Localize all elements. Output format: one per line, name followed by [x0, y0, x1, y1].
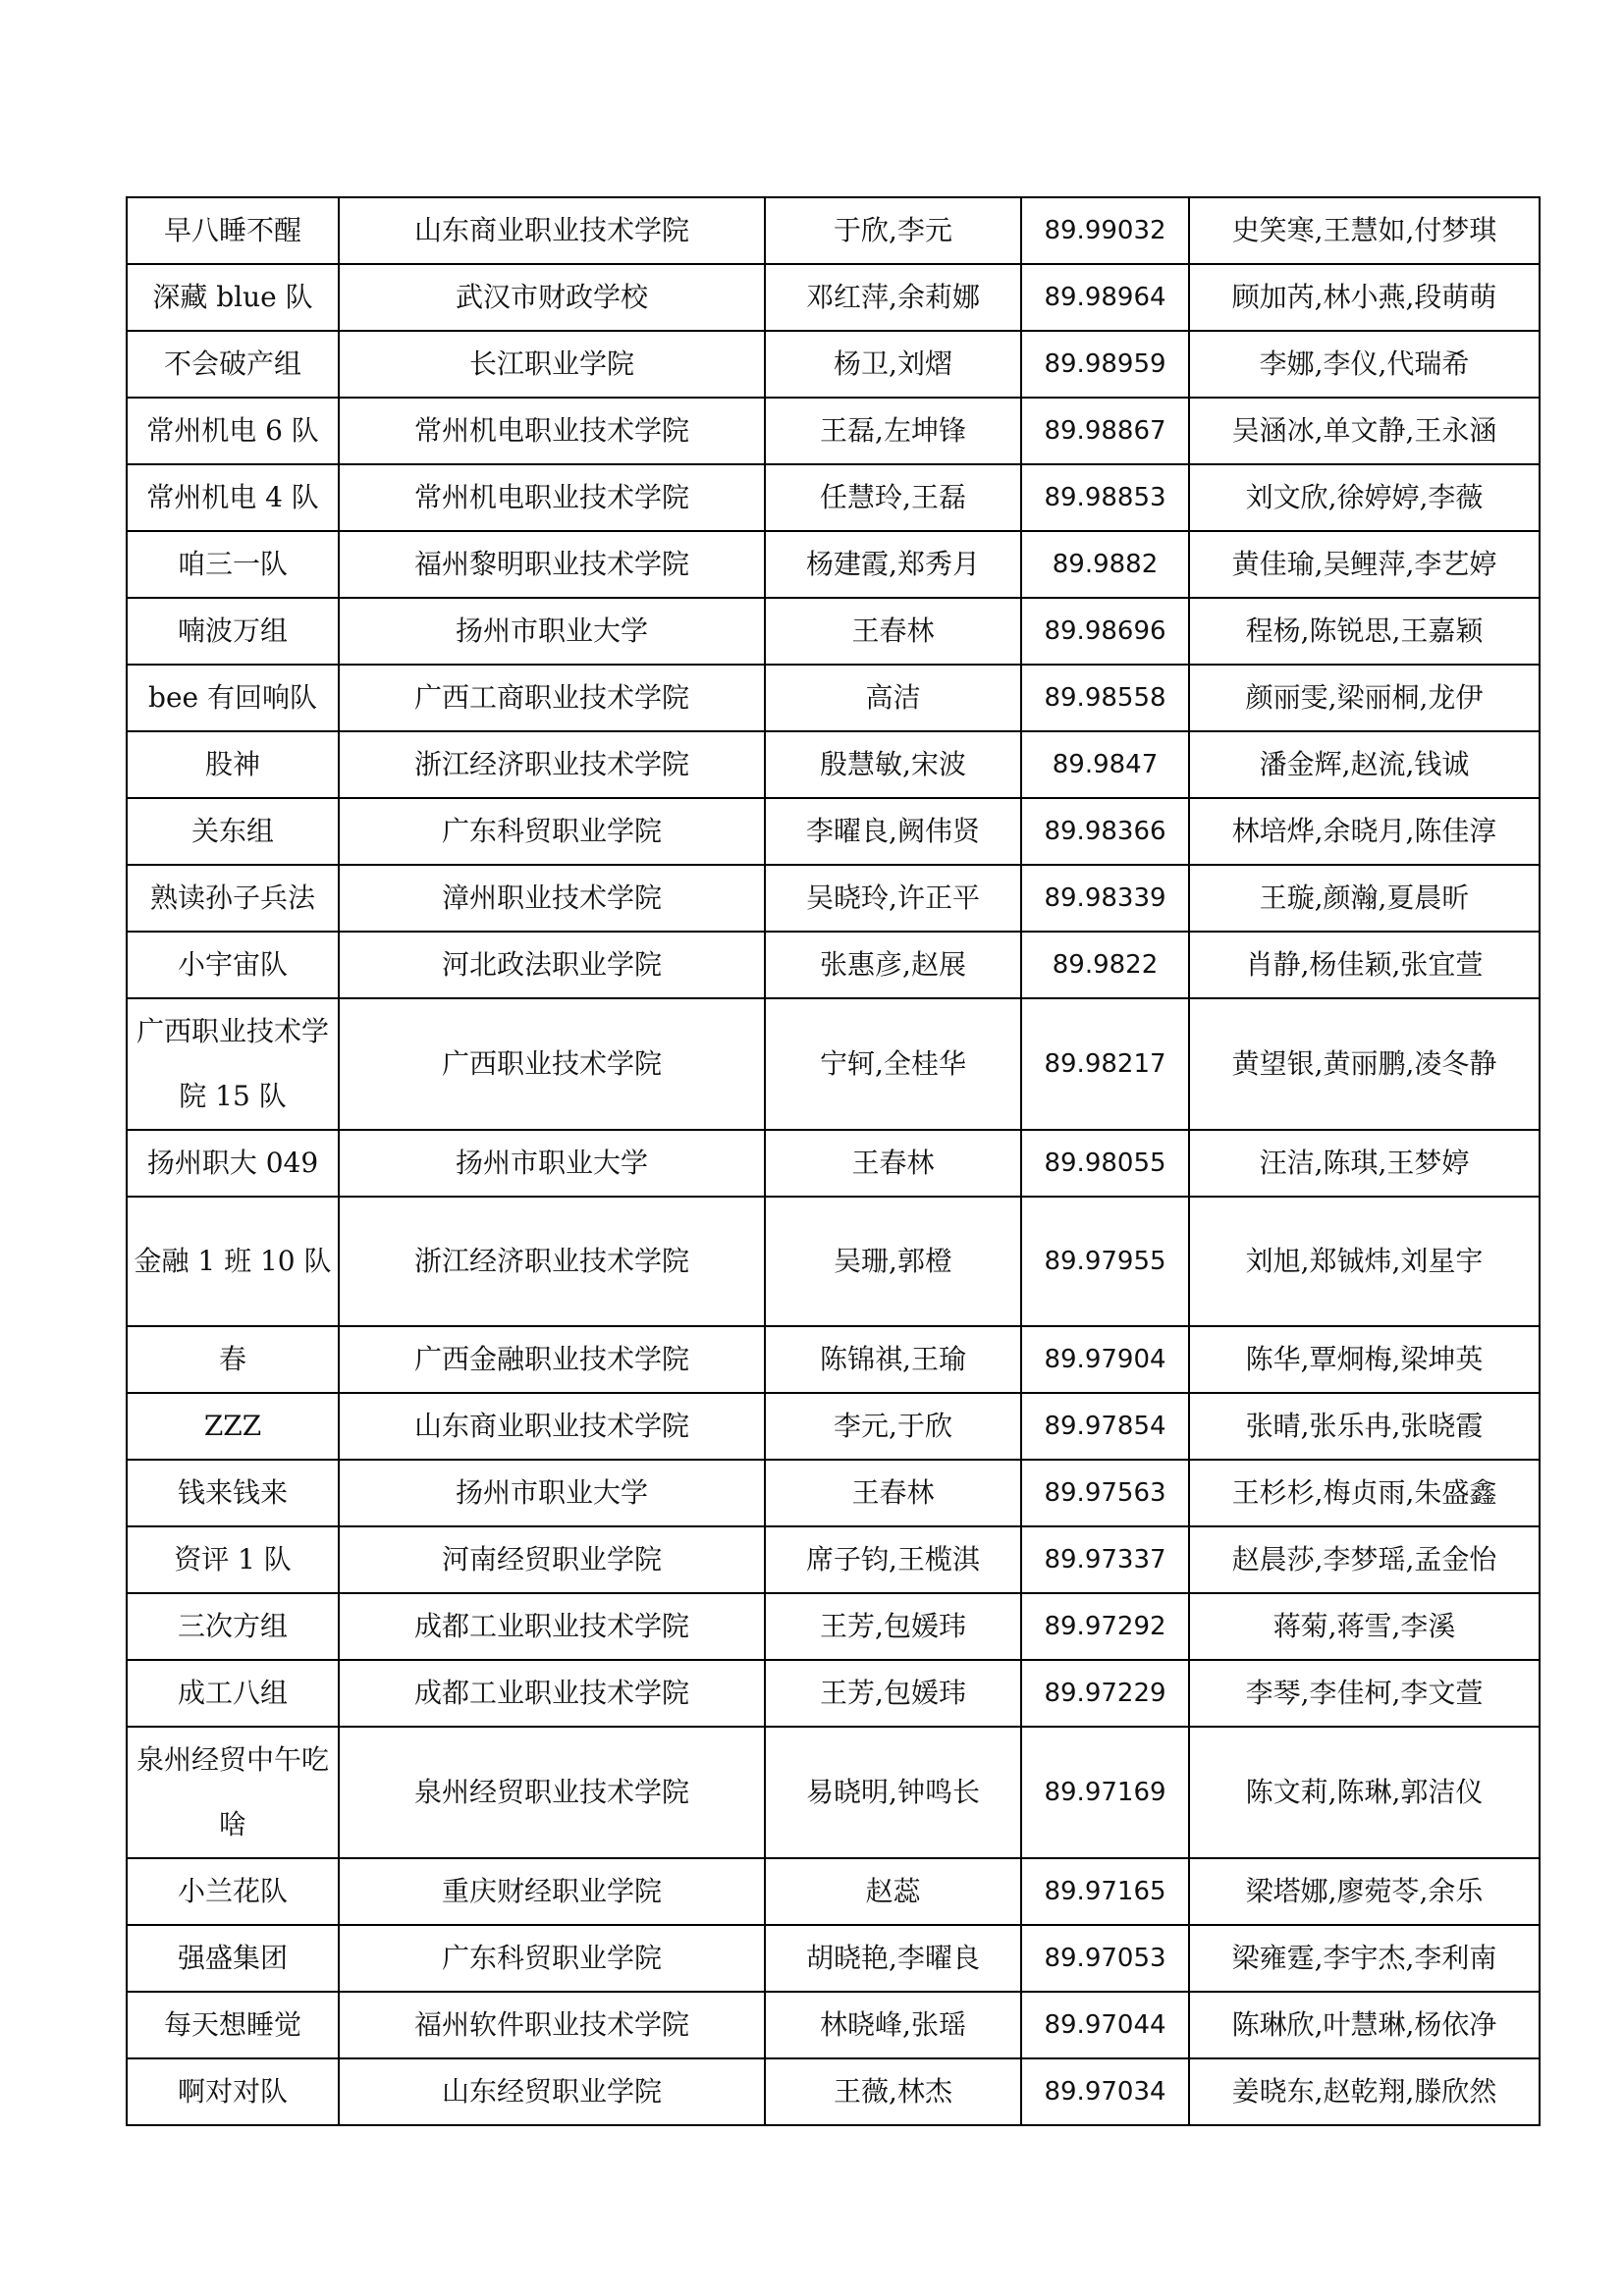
school-cell: 扬州市职业大学	[339, 598, 765, 665]
score-cell: 89.97169	[1021, 1727, 1189, 1858]
members-cell: 林培烨,余晓月,陈佳淳	[1189, 798, 1540, 865]
members-cell: 蒋菊,蒋雪,李溪	[1189, 1593, 1540, 1660]
score-cell: 89.97034	[1021, 2058, 1189, 2125]
members-cell: 黄望银,黄丽鹏,凌冬静	[1189, 998, 1540, 1130]
score-cell: 89.97563	[1021, 1460, 1189, 1526]
score-cell: 89.99032	[1021, 197, 1189, 264]
team-name-cell: 小兰花队	[127, 1858, 339, 1925]
team-name-cell: 常州机电 4 队	[127, 464, 339, 531]
advisor-cell: 席子钧,王榄淇	[765, 1526, 1021, 1593]
table-row	[127, 1460, 1540, 1526]
advisor-cell: 殷慧敏,宋波	[765, 731, 1021, 798]
advisor-cell: 王磊,左坤锋	[765, 398, 1021, 464]
score-cell: 89.98217	[1021, 998, 1189, 1130]
school-cell: 泉州经贸职业技术学院	[339, 1727, 765, 1858]
members-cell: 梁雍霆,李宇杰,李利南	[1189, 1925, 1540, 1992]
table-row	[127, 398, 1540, 464]
advisor-cell: 胡晓艳,李曜良	[765, 1925, 1021, 1992]
members-cell: 潘金辉,赵流,钱诚	[1189, 731, 1540, 798]
advisor-cell: 赵蕊	[765, 1858, 1021, 1925]
members-cell: 姜晓东,赵乾翔,滕欣然	[1189, 2058, 1540, 2125]
team-name-cell: 不会破产组	[127, 331, 339, 398]
team-name-cell: 常州机电 6 队	[127, 398, 339, 464]
table-row	[127, 731, 1540, 798]
team-name-cell: 股神	[127, 731, 339, 798]
school-cell: 河北政法职业学院	[339, 932, 765, 998]
advisor-cell: 任慧玲,王磊	[765, 464, 1021, 531]
table-row	[127, 264, 1540, 331]
advisor-cell: 林晓峰,张瑶	[765, 1992, 1021, 2058]
school-cell: 广东科贸职业学院	[339, 1925, 765, 1992]
score-cell: 89.98853	[1021, 464, 1189, 531]
table-row	[127, 665, 1540, 731]
members-cell: 刘文欣,徐婷婷,李薇	[1189, 464, 1540, 531]
score-cell: 89.98055	[1021, 1130, 1189, 1197]
score-cell: 89.98696	[1021, 598, 1189, 665]
team-name-cell: 金融 1 班 10 队	[127, 1197, 339, 1326]
members-cell: 黄佳瑜,吴鲤萍,李艺婷	[1189, 531, 1540, 598]
table-row	[127, 1858, 1540, 1925]
members-cell: 吴涵冰,单文静,王永涵	[1189, 398, 1540, 464]
members-cell: 顾加芮,林小燕,段萌萌	[1189, 264, 1540, 331]
score-cell: 89.9822	[1021, 932, 1189, 998]
table-row	[127, 865, 1540, 932]
score-cell: 89.98366	[1021, 798, 1189, 865]
advisor-cell: 王春林	[765, 1460, 1021, 1526]
school-cell: 扬州市职业大学	[339, 1130, 765, 1197]
school-cell: 长江职业学院	[339, 331, 765, 398]
advisor-cell: 王芳,包媛玮	[765, 1593, 1021, 1660]
school-cell: 山东经贸职业学院	[339, 2058, 765, 2125]
school-cell: 常州机电职业技术学院	[339, 464, 765, 531]
advisor-cell: 于欣,李元	[765, 197, 1021, 264]
score-cell: 89.97337	[1021, 1526, 1189, 1593]
score-cell: 89.97854	[1021, 1393, 1189, 1460]
table-row	[127, 331, 1540, 398]
advisor-cell: 李元,于欣	[765, 1393, 1021, 1460]
table-row	[127, 1660, 1540, 1727]
school-cell: 重庆财经职业学院	[339, 1858, 765, 1925]
members-cell: 王璇,颜瀚,夏晨昕	[1189, 865, 1540, 932]
score-cell: 89.98339	[1021, 865, 1189, 932]
school-cell: 广东科贸职业学院	[339, 798, 765, 865]
school-cell: 成都工业职业技术学院	[339, 1660, 765, 1727]
score-cell: 89.97955	[1021, 1197, 1189, 1326]
advisor-cell: 高洁	[765, 665, 1021, 731]
members-cell: 汪洁,陈琪,王梦婷	[1189, 1130, 1540, 1197]
table-row	[127, 464, 1540, 531]
members-cell: 陈华,覃炯梅,梁坤英	[1189, 1326, 1540, 1393]
table-row	[127, 197, 1540, 264]
team-name-cell: 喃波万组	[127, 598, 339, 665]
members-cell: 李琴,李佳柯,李文萱	[1189, 1660, 1540, 1727]
members-cell: 陈文莉,陈琳,郭洁仪	[1189, 1727, 1540, 1858]
school-cell: 山东商业职业技术学院	[339, 197, 765, 264]
table-row	[127, 531, 1540, 598]
school-cell: 广西职业技术学院	[339, 998, 765, 1130]
team-name-cell: ZZZ	[127, 1393, 339, 1460]
team-name-cell: 深藏 blue 队	[127, 264, 339, 331]
members-cell: 肖静,杨佳颖,张宜萱	[1189, 932, 1540, 998]
school-cell: 山东商业职业技术学院	[339, 1393, 765, 1460]
team-name-cell: 扬州职大 049	[127, 1130, 339, 1197]
team-name-cell: 成工八组	[127, 1660, 339, 1727]
advisor-cell: 李曜良,阙伟贤	[765, 798, 1021, 865]
school-cell: 福州软件职业技术学院	[339, 1992, 765, 2058]
table-row	[127, 798, 1540, 865]
table-row	[127, 1992, 1540, 2058]
team-name-cell: 强盛集团	[127, 1925, 339, 1992]
table-row	[127, 1925, 1540, 1992]
team-name-cell: 关东组	[127, 798, 339, 865]
team-name-cell: 三次方组	[127, 1593, 339, 1660]
table-row	[127, 1727, 1540, 1858]
members-cell: 陈琳欣,叶慧琳,杨依净	[1189, 1992, 1540, 2058]
team-name-cell: 广西职业技术学院 15 队	[127, 998, 339, 1130]
advisor-cell: 张惠彦,赵展	[765, 932, 1021, 998]
members-cell: 程杨,陈锐思,王嘉颖	[1189, 598, 1540, 665]
team-name-cell: 啊对对队	[127, 2058, 339, 2125]
score-cell: 89.98558	[1021, 665, 1189, 731]
score-cell: 89.97904	[1021, 1326, 1189, 1393]
results-table	[126, 196, 1541, 2126]
school-cell: 浙江经济职业技术学院	[339, 1197, 765, 1326]
team-name-cell: 春	[127, 1326, 339, 1393]
school-cell: 常州机电职业技术学院	[339, 398, 765, 464]
score-cell: 89.97165	[1021, 1858, 1189, 1925]
school-cell: 漳州职业技术学院	[339, 865, 765, 932]
score-cell: 89.97044	[1021, 1992, 1189, 2058]
advisor-cell: 吴珊,郭橙	[765, 1197, 1021, 1326]
table-row	[127, 1393, 1540, 1460]
table-row	[127, 598, 1540, 665]
score-cell: 89.97053	[1021, 1925, 1189, 1992]
score-cell: 89.98959	[1021, 331, 1189, 398]
score-cell: 89.9882	[1021, 531, 1189, 598]
team-name-cell: 咱三一队	[127, 531, 339, 598]
advisor-cell: 王春林	[765, 598, 1021, 665]
school-cell: 浙江经济职业技术学院	[339, 731, 765, 798]
advisor-cell: 易晓明,钟鸣长	[765, 1727, 1021, 1858]
members-cell: 梁塔娜,廖菀苓,余乐	[1189, 1858, 1540, 1925]
table-row	[127, 1593, 1540, 1660]
table-row	[127, 1526, 1540, 1593]
score-cell: 89.97229	[1021, 1660, 1189, 1727]
school-cell: 福州黎明职业技术学院	[339, 531, 765, 598]
members-cell: 刘旭,郑铖炜,刘星宇	[1189, 1197, 1540, 1326]
advisor-cell: 王薇,林杰	[765, 2058, 1021, 2125]
results-table-body	[127, 197, 1540, 2125]
advisor-cell: 王春林	[765, 1130, 1021, 1197]
members-cell: 颜丽雯,梁丽桐,龙伊	[1189, 665, 1540, 731]
advisor-cell: 邓红萍,余莉娜	[765, 264, 1021, 331]
team-name-cell: 熟读孙子兵法	[127, 865, 339, 932]
score-cell: 89.97292	[1021, 1593, 1189, 1660]
score-cell: 89.9847	[1021, 731, 1189, 798]
school-cell: 广西工商职业技术学院	[339, 665, 765, 731]
members-cell: 张晴,张乐冉,张晓霞	[1189, 1393, 1540, 1460]
advisor-cell: 陈锦祺,王瑜	[765, 1326, 1021, 1393]
team-name-cell: 泉州经贸中午吃啥	[127, 1727, 339, 1858]
members-cell: 史笑寒,王慧如,付梦琪	[1189, 197, 1540, 264]
team-name-cell: 资评 1 队	[127, 1526, 339, 1593]
members-cell: 李娜,李仪,代瑞希	[1189, 331, 1540, 398]
team-name-cell: 早八睡不醒	[127, 197, 339, 264]
members-cell: 王杉杉,梅贞雨,朱盛鑫	[1189, 1460, 1540, 1526]
advisor-cell: 吴晓玲,许正平	[765, 865, 1021, 932]
school-cell: 武汉市财政学校	[339, 264, 765, 331]
score-cell: 89.98964	[1021, 264, 1189, 331]
school-cell: 成都工业职业技术学院	[339, 1593, 765, 1660]
table-row	[127, 998, 1540, 1130]
table-row	[127, 1197, 1540, 1326]
members-cell: 赵晨莎,李梦瑶,孟金怡	[1189, 1526, 1540, 1593]
team-name-cell: 小宇宙队	[127, 932, 339, 998]
advisor-cell: 杨卫,刘熠	[765, 331, 1021, 398]
table-row	[127, 2058, 1540, 2125]
school-cell: 扬州市职业大学	[339, 1460, 765, 1526]
table-row	[127, 1130, 1540, 1197]
school-cell: 河南经贸职业学院	[339, 1526, 765, 1593]
table-row	[127, 1326, 1540, 1393]
team-name-cell: 每天想睡觉	[127, 1992, 339, 2058]
team-name-cell: 钱来钱来	[127, 1460, 339, 1526]
advisor-cell: 王芳,包媛玮	[765, 1660, 1021, 1727]
school-cell: 广西金融职业技术学院	[339, 1326, 765, 1393]
table-row	[127, 932, 1540, 998]
team-name-cell: bee 有回响队	[127, 665, 339, 731]
score-cell: 89.98867	[1021, 398, 1189, 464]
advisor-cell: 杨建霞,郑秀月	[765, 531, 1021, 598]
advisor-cell: 宁轲,全桂华	[765, 998, 1021, 1130]
